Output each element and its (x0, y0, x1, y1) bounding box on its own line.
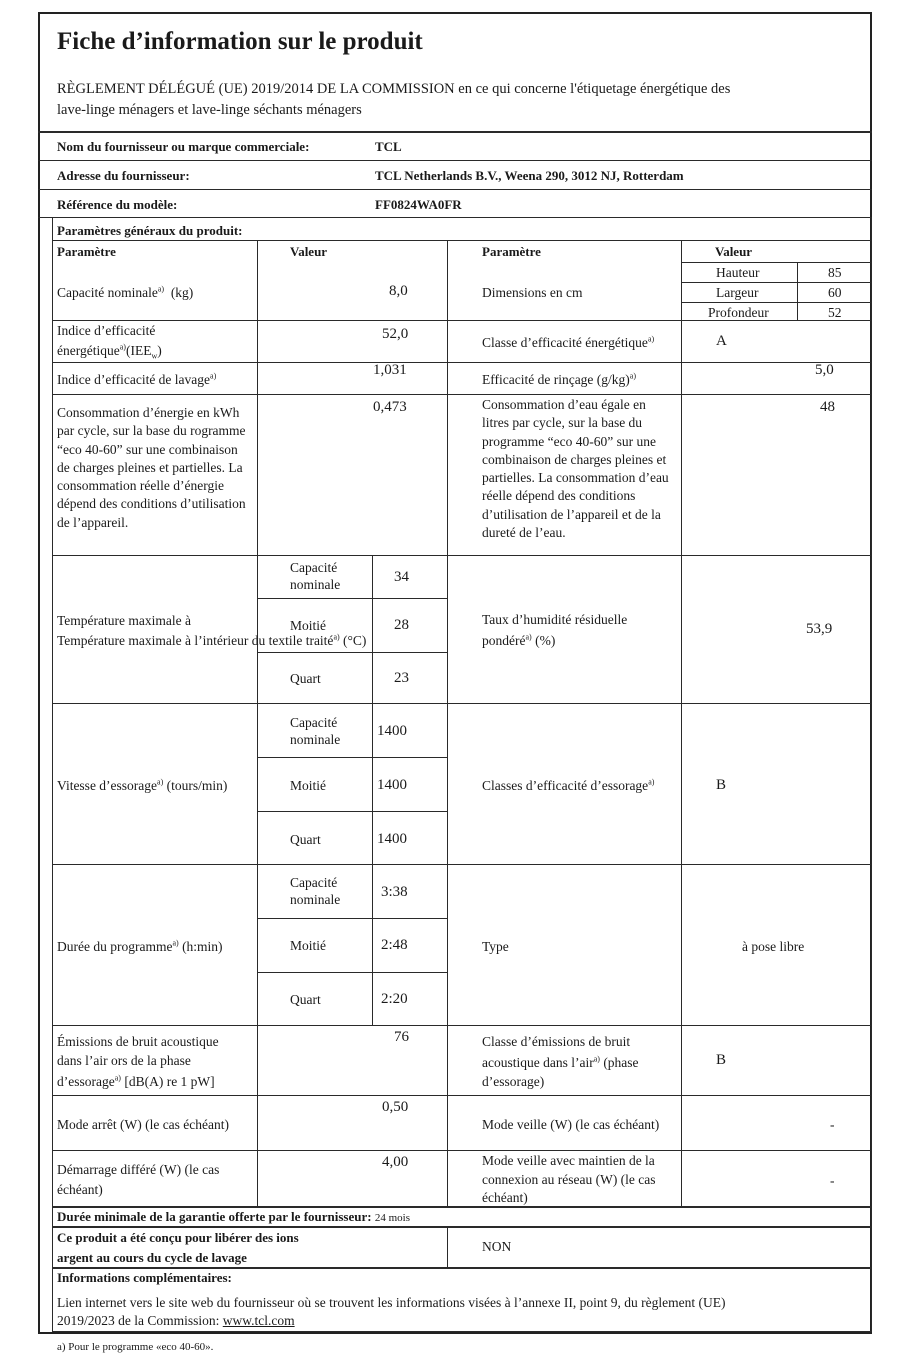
energy-class-label: Classe d’efficacité énergétique$^{a)}$ (482, 334, 655, 350)
noise-label-line-2: dans l’air ors de la phase (57, 1053, 191, 1068)
supplier-name-label: Nom du fournisseur ou marque commerciale: (57, 139, 310, 154)
divider (681, 302, 872, 303)
footnote: a) Pour le programme «eco 40-60». (57, 1341, 214, 1353)
temperature-full-value: 34 (394, 569, 409, 585)
delay-start-label-line-2: échéant) (57, 1182, 103, 1197)
width-label: Largeur (716, 285, 759, 300)
silver-ions-label-line-2: argent au cours du cycle de lavage (57, 1250, 247, 1265)
residual-humidity-value: 53,9 (806, 621, 833, 637)
noise-class-label-line-1: Classe d’émissions de bruit (482, 1034, 631, 1049)
temperature-half-value: 28 (394, 617, 409, 633)
capacity-value: 8,0 (389, 283, 408, 299)
spin-full-value: 1400 (377, 723, 407, 739)
load-quarter-label: Quart (290, 671, 321, 686)
divider (52, 1095, 872, 1096)
rinse-efficiency-value: 5,0 (815, 362, 834, 378)
programme-duration-label: Durée du programme$^{a)}$ (h:min) (57, 938, 223, 954)
divider (52, 394, 872, 395)
silver-ions-label-line-1: Ce produit a été conçu pour libérer des ions (57, 1230, 299, 1245)
duration-full-value: 3:38 (381, 884, 408, 900)
divider (447, 1226, 448, 1267)
divider (681, 240, 682, 1206)
divider (257, 598, 447, 599)
divider (372, 864, 373, 1025)
max-temperature-label: Température maximale à l’intérieur du textile traité$^{a)}$ (°C) (57, 632, 367, 648)
duration-quarter-value: 2:20 (381, 991, 408, 1007)
spin-half-value: 1400 (377, 777, 407, 793)
value-column-header: Valeur (290, 244, 328, 259)
noise-value: 76 (394, 1029, 409, 1045)
divider (447, 240, 448, 1206)
spin-quarter-value: 1400 (377, 831, 407, 847)
supplier-website-link[interactable]: www.tcl.com (222, 1313, 295, 1328)
load-full-label: Capacité nominale (290, 875, 341, 907)
eei-label-line-1: Indice d’efficacité (57, 323, 156, 338)
noise-label-line-3: d’essorage$^{a)}$ [dB(A) re 1 pW] (57, 1073, 215, 1089)
depth-label: Profondeur (708, 305, 769, 320)
divider (871, 217, 872, 1331)
water-consumption-cell (482, 396, 677, 554)
network-standby-label-line-3: échéant) (482, 1190, 528, 1205)
param-column-header: Paramètre (57, 244, 116, 259)
load-half-label: Moitié (290, 618, 326, 633)
network-standby-value: - (830, 1173, 835, 1188)
residual-humidity-label: pondéré$^{a)}$ (%) (482, 632, 556, 648)
load-quarter-label: Quart (290, 992, 321, 1007)
spin-class-value: B (716, 777, 727, 793)
width-value: 60 (828, 285, 842, 300)
energy-class-value: A (716, 333, 727, 349)
warranty-label: Durée minimale de la garantie offerte par le fournisseur: 24 mois (57, 1209, 410, 1224)
wash-efficiency-value: 1,031 (373, 362, 407, 378)
rinse-efficiency-label: Efficacité de rinçage $(g/kg)^{a)}$ (482, 371, 637, 387)
load-half-label: Moitié (290, 938, 326, 953)
noise-class-value: B (716, 1052, 727, 1068)
residual-humidity-label-line-1: Taux d’humidité résiduelle (482, 612, 628, 627)
spin-speed-label: Vitesse d’essorage$^{a)}$ (tours/min) (57, 777, 228, 793)
height-value: 85 (828, 265, 842, 280)
dimensions-label: Dimensions en cm (482, 285, 583, 300)
max-temperature-label-line-1: Température maximale à (57, 613, 191, 628)
eei-label-line-2: $énergétique^{a)}(IEE_w)$ (57, 342, 162, 361)
load-half-label: Moitié (290, 778, 326, 793)
regulation-text-line-1: RÈGLEMENT DÉLÉGUÉ (UE) 2019/2014 DE LA COMMISSION en ce qui concerne l'étiquetage énergétique des (57, 81, 731, 97)
param-column-header: Paramètre (482, 244, 541, 259)
network-standby-label-line-1: Mode veille avec maintien de la (482, 1153, 655, 1168)
water-consumption-label: Consommation d’eau égale en litres par cycle, sur la base du programme “eco 40-60” sur une combinaison de charges pleines et partielles. La consommation d’eau réelle dépend des conditions d’utilisation de l’appareil et de la dureté de l’eau. (482, 397, 669, 541)
supplier-address-label: Adresse du fournisseur: (57, 168, 190, 183)
divider (797, 262, 798, 320)
height-label: Hauteur (716, 265, 760, 280)
model-reference-label: Référence du modèle: (57, 197, 178, 212)
model-reference-value: FF0824WA0FR (375, 197, 462, 212)
load-full-label: Capacité nominale (290, 715, 341, 747)
general-parameters-heading: Paramètres généraux du produit: (57, 223, 243, 238)
depth-value: 52 (828, 305, 842, 320)
divider (52, 1150, 872, 1151)
silver-ions-value: NON (482, 1239, 512, 1254)
divider (52, 864, 872, 865)
standby-value: - (830, 1117, 835, 1132)
divider (681, 282, 872, 283)
energy-consumption-value: 0,473 (373, 399, 407, 415)
standby-label: Mode veille (W) (le cas échéant) (482, 1117, 660, 1132)
divider (38, 160, 872, 161)
supplier-address-value: TCL Netherlands B.V., Weena 290, 3012 NJ, Rotterdam (375, 168, 684, 183)
noise-class-label-line-2: acoustique dans l’air$^{a)}$ (phase (482, 1054, 639, 1070)
regulation-text-line-2: lave-linge ménagers et lave-linge séchants ménagers (57, 102, 362, 118)
divider (257, 757, 447, 758)
divider (681, 262, 872, 263)
supplier-name-value: TCL (375, 139, 402, 154)
type-label: Type (482, 939, 509, 954)
energy-consumption-label: Consommation d’énergie en kWh par cycle, sur la base du rogramme “eco 40-60” sur une combinaison de charges pleines et partielles. La consommation réelle d’énergie dépend des conditions d’utilisation de l’appareil. (57, 405, 246, 530)
network-standby-label-line-2: connexion au réseau (W) (le cas (482, 1172, 656, 1187)
divider (52, 1025, 872, 1026)
spin-class-label: Classes d’efficacité d’essorage$^{a)}$ (482, 777, 655, 793)
wash-efficiency-label: Indice d’efficacité de lavage$^{a)}$ (57, 371, 217, 387)
noise-class-label-line-3: d’essorage) (482, 1074, 545, 1089)
page-title: Fiche d’information sur le produit (57, 28, 423, 55)
divider (257, 972, 447, 973)
divider (52, 1331, 872, 1332)
divider (38, 217, 872, 218)
water-consumption-value: 48 (820, 399, 835, 415)
off-mode-label: Mode arrêt (W) (le cas échéant) (57, 1117, 230, 1132)
duration-half-value: 2:48 (381, 937, 408, 953)
temperature-quarter-value: 23 (394, 670, 409, 686)
delay-start-label-line-1: Démarrage différé (W) (le cas (57, 1162, 220, 1177)
divider (52, 555, 872, 556)
link-text-line-2: 2019/2023 de la Commission: www.tcl.com (57, 1313, 295, 1328)
capacity-label: Capacité nominale$^{a)}$ (kg) (57, 284, 194, 300)
divider (372, 555, 373, 703)
off-mode-value: 0,50 (382, 1099, 409, 1115)
load-quarter-label: Quart (290, 832, 321, 847)
additional-info-heading: Informations complémentaires: (57, 1270, 232, 1285)
divider (38, 131, 872, 133)
divider (52, 240, 872, 241)
divider (257, 652, 447, 653)
divider (52, 703, 872, 704)
divider (52, 217, 53, 1331)
link-text-line-1: Lien internet vers le site web du fournisseur où se trouvent les informations visées à l’annexe II, point 9, du règlement (UE) (57, 1295, 726, 1310)
divider (257, 811, 447, 812)
divider (257, 918, 447, 919)
type-value: à pose libre (742, 939, 805, 954)
divider (257, 240, 258, 1206)
noise-label-line-1: Émissions de bruit acoustique (57, 1034, 219, 1049)
delay-start-value: 4,00 (382, 1154, 409, 1170)
eei-value: 52,0 (382, 326, 409, 342)
load-full-label: Capacité nominale (290, 560, 341, 592)
value-column-header: Valeur (715, 244, 753, 259)
divider (372, 703, 373, 864)
divider (38, 189, 872, 190)
divider (52, 362, 872, 363)
